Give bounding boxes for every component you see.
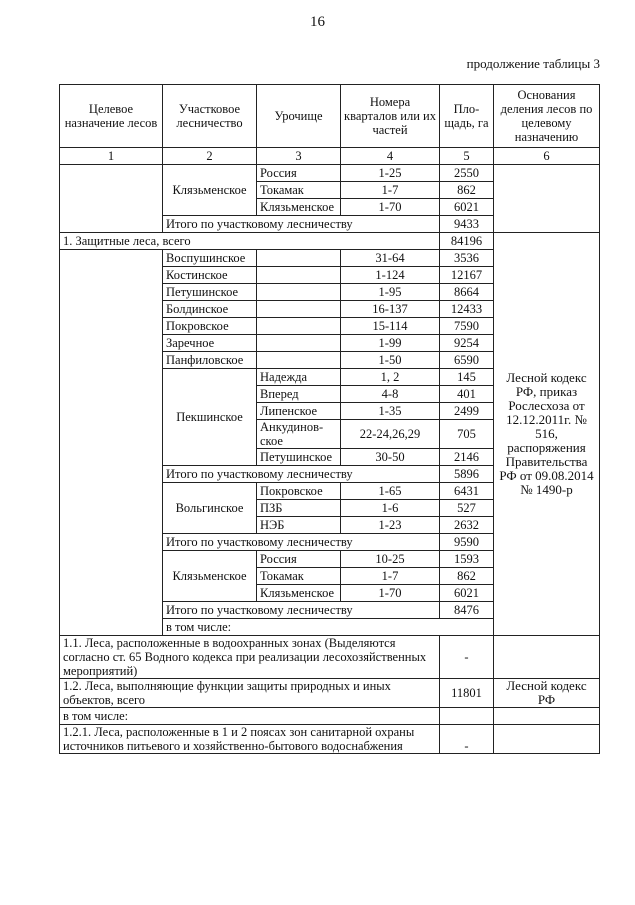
col-number: 1: [60, 148, 163, 165]
tract-cell: Анкудинов-ское: [257, 420, 341, 449]
tract-cell: [257, 250, 341, 267]
col-number: 3: [257, 148, 341, 165]
tract-cell: Россия: [257, 165, 341, 182]
tract-cell: ПЗБ: [257, 500, 341, 517]
basis-cell: Лесной кодекс РФ: [494, 679, 600, 708]
basis-cell: [494, 636, 600, 679]
area-cell: 9254: [440, 335, 494, 352]
basis-cell: [494, 708, 600, 725]
forestry-cell: Покровское: [163, 318, 257, 335]
header-basis: Основания деления лесов по целевому назначению: [494, 85, 600, 148]
col-number: 6: [494, 148, 600, 165]
section-label: 1.2.1. Леса, расположенные в 1 и 2 поясах зон санитарной охраны источников питьевого и хозяйственно-бытового водоснабжения: [60, 725, 440, 754]
quarters-cell: 1-70: [341, 199, 440, 216]
table-header-row: [60, 85, 600, 148]
tract-cell: [257, 335, 341, 352]
quarters-cell: 22-24,26,29: [341, 420, 440, 449]
quarters-cell: 1-99: [341, 335, 440, 352]
area-cell: 6021: [440, 585, 494, 602]
area-cell: 527: [440, 500, 494, 517]
area-cell: 862: [440, 182, 494, 199]
basis-cell: [494, 725, 600, 754]
area-cell: 2499: [440, 403, 494, 420]
header-area: Пло-щадь, га: [440, 85, 494, 148]
col-number: 4: [341, 148, 440, 165]
area-cell: 2146: [440, 449, 494, 466]
subtotal-label: Итого по участковому лесничеству: [163, 216, 440, 233]
subtotal-area: 9590: [440, 534, 494, 551]
forestry-cell: Вольгинское: [163, 483, 257, 534]
empty-cell: [494, 165, 600, 233]
tract-cell: [257, 318, 341, 335]
col-number: 2: [163, 148, 257, 165]
header-quarters: Номера кварталов или их частей: [341, 85, 440, 148]
quarters-cell: 1-50: [341, 352, 440, 369]
subtotal-area: 8476: [440, 602, 494, 619]
tract-cell: Покровское: [257, 483, 341, 500]
tract-cell: Токамак: [257, 568, 341, 585]
quarters-cell: 16-137: [341, 301, 440, 318]
table-row: [60, 725, 600, 754]
quarters-cell: 4-8: [341, 386, 440, 403]
section-label: 1.2. Леса, выполняющие функции защиты природных и иных объектов, всего: [60, 679, 440, 708]
forestry-cell: Панфиловское: [163, 352, 257, 369]
header-purpose: Целевое назначение лесов: [60, 85, 163, 148]
tract-cell: Надежда: [257, 369, 341, 386]
section-label: 1.1. Леса, расположенные в водоохранных зонах (Выделяются согласно ст. 65 Водного кодекса при реализации лесохозяйственных мероприятий): [60, 636, 440, 679]
forestry-cell: Воспушинское: [163, 250, 257, 267]
tract-cell: Токамак: [257, 182, 341, 199]
section-total-row: [60, 233, 600, 250]
section-area: 84196: [440, 233, 494, 250]
forestry-cell: Болдинское: [163, 301, 257, 318]
area-cell: 11801: [440, 679, 494, 708]
quarters-cell: 1-65: [341, 483, 440, 500]
quarters-cell: 1-7: [341, 182, 440, 199]
forestry-cell: Пекшинское: [163, 369, 257, 466]
area-cell: 7590: [440, 318, 494, 335]
forestry-cell: Костинское: [163, 267, 257, 284]
tract-cell: Вперед: [257, 386, 341, 403]
tract-cell: Россия: [257, 551, 341, 568]
area-cell: 145: [440, 369, 494, 386]
quarters-cell: 30-50: [341, 449, 440, 466]
area-cell: 6431: [440, 483, 494, 500]
area-cell: 12167: [440, 267, 494, 284]
tract-cell: [257, 284, 341, 301]
forestry-cell: Клязьменское: [163, 551, 257, 602]
quarters-cell: 1-7: [341, 568, 440, 585]
quarters-cell: 1-124: [341, 267, 440, 284]
area-cell: -: [440, 725, 494, 754]
quarters-cell: 1-35: [341, 403, 440, 420]
subtotal-area: 9433: [440, 216, 494, 233]
table-continuation-caption: продолжение таблицы 3: [466, 56, 600, 71]
area-cell: 8664: [440, 284, 494, 301]
table-row: [60, 165, 600, 182]
quarters-cell: 1-6: [341, 500, 440, 517]
subtotal-label: Итого по участковому лесничеству: [163, 466, 440, 483]
quarters-cell: 1-23: [341, 517, 440, 534]
table-3: [59, 84, 600, 754]
tract-cell: [257, 301, 341, 318]
table-row: [60, 636, 600, 679]
subtotal-label: Итого по участковому лесничеству: [163, 602, 440, 619]
quarters-cell: 1, 2: [341, 369, 440, 386]
forestry-cell: Заречное: [163, 335, 257, 352]
table-row: [60, 679, 600, 708]
area-cell: [440, 708, 494, 725]
area-cell: 3536: [440, 250, 494, 267]
col-number: 5: [440, 148, 494, 165]
quarters-cell: 1-70: [341, 585, 440, 602]
forestry-cell: Клязьменское: [163, 165, 257, 216]
section-label: 1. Защитные леса, всего: [60, 233, 440, 250]
quarters-cell: 1-25: [341, 165, 440, 182]
area-cell: 2632: [440, 517, 494, 534]
empty-cell: [60, 250, 163, 636]
header-forestry: Участковое лесничество: [163, 85, 257, 148]
tract-cell: Клязьменское: [257, 199, 341, 216]
tract-cell: [257, 352, 341, 369]
including-label: в том числе:: [60, 708, 440, 725]
table-row: [60, 708, 600, 725]
header-tract: Урочище: [257, 85, 341, 148]
quarters-cell: 31-64: [341, 250, 440, 267]
area-cell: 12433: [440, 301, 494, 318]
empty-cell: [60, 165, 163, 233]
basis-cell: Лесной кодекс РФ, приказ Рослесхоза от 12.12.2011г. № 516, распоряжения Правительства РФ от 09.08.2014 № 1490-р: [494, 233, 600, 636]
tract-cell: Клязьменское: [257, 585, 341, 602]
quarters-cell: 15-114: [341, 318, 440, 335]
subtotal-area: 5896: [440, 466, 494, 483]
tract-cell: [257, 267, 341, 284]
area-cell: 2550: [440, 165, 494, 182]
area-cell: 1593: [440, 551, 494, 568]
forestry-cell: Петушинское: [163, 284, 257, 301]
tract-cell: Петушинское: [257, 449, 341, 466]
area-cell: 6021: [440, 199, 494, 216]
area-cell: -: [440, 636, 494, 679]
area-cell: 401: [440, 386, 494, 403]
area-cell: 705: [440, 420, 494, 449]
area-cell: 6590: [440, 352, 494, 369]
including-label: в том числе:: [163, 619, 494, 636]
quarters-cell: 10-25: [341, 551, 440, 568]
page-number: 16: [310, 14, 325, 30]
subtotal-label: Итого по участковому лесничеству: [163, 534, 440, 551]
area-cell: 862: [440, 568, 494, 585]
tract-cell: Липенское: [257, 403, 341, 420]
quarters-cell: 1-95: [341, 284, 440, 301]
tract-cell: НЭБ: [257, 517, 341, 534]
column-number-row: [60, 148, 600, 165]
